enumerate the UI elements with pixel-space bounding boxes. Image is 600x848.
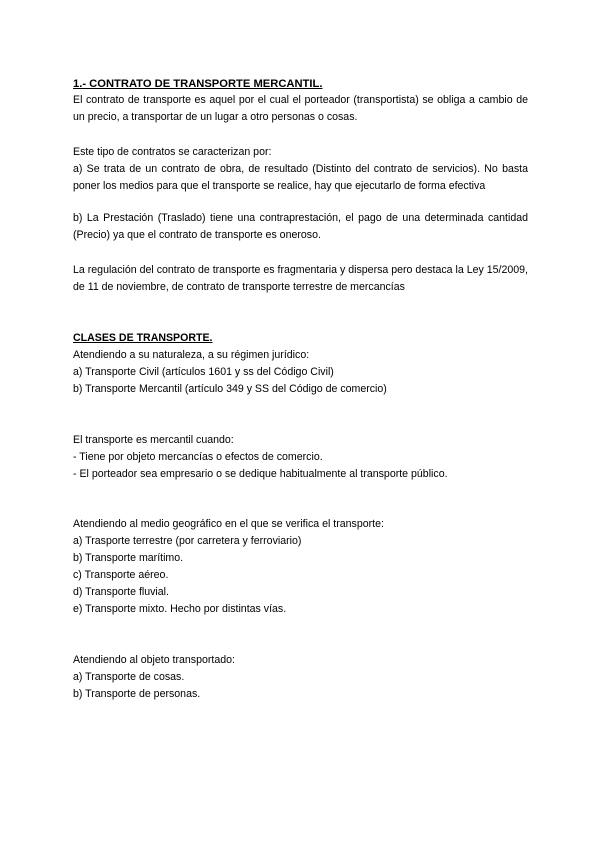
feature-a: a) Se trata de un contrato de obra, de resultado (Distinto del contrato de servicios). No basta poner los medios para que el transporte se realice, hay que ejecutarlo de forma efectiva xyxy=(73,163,528,192)
nature-intro: Atendiendo a su naturaleza, a su régimen jurídico: xyxy=(73,349,310,361)
geo-item: b) Transporte marítimo. xyxy=(73,552,184,564)
definition-paragraph: El contrato de transporte es aquel por el cual el porteador (transportista) se obliga a cambio de un precio, a transportar de un lugar a otro personas o cosas. xyxy=(73,94,528,123)
section-title-clases: CLASES DE TRANSPORTE. xyxy=(73,332,213,344)
geo-intro: Atendiendo al medio geográfico en el que se verifica el transporte: xyxy=(73,518,384,530)
mercantile-item: - Tiene por objeto mercancías o efectos de comercio. xyxy=(73,451,323,463)
nature-item: b) Transporte Mercantil (artículo 349 y SS del Código de comercio) xyxy=(73,383,387,395)
feature-b: b) La Prestación (Traslado) tiene una contraprestación, el pago de una determinada cantidad (Precio) ya que el contrato de transporte es oneroso. xyxy=(73,212,528,241)
geo-item: e) Transporte mixto. Hecho por distintas vías. xyxy=(73,603,287,615)
mercantile-item: - El porteador sea empresario o se dedique habitualmente al transporte público. xyxy=(73,468,448,480)
geo-item: a) Trasporte terrestre (por carretera y ferroviario) xyxy=(73,535,302,547)
mercantile-intro: El transporte es mercantil cuando: xyxy=(73,434,234,446)
object-item: b) Transporte de personas. xyxy=(73,688,201,700)
object-intro: Atendiendo al objeto transportado: xyxy=(73,654,235,666)
nature-item: a) Transporte Civil (artículos 1601 y ss del Código Civil) xyxy=(73,366,334,378)
section-title-contrato: 1.- CONTRATO DE TRANSPORTE MERCANTIL. xyxy=(73,78,323,90)
geo-item: d) Transporte fluvial. xyxy=(73,586,169,598)
object-item: a) Transporte de cosas. xyxy=(73,671,185,683)
regulation-paragraph: La regulación del contrato de transporte es fragmentaria y dispersa pero destaca la Ley 15/2009, de 11 de noviembre, de contrato de transporte terrestre de mercancías xyxy=(73,264,528,293)
features-intro: Este tipo de contratos se caracterizan por: xyxy=(73,146,272,158)
geo-item: c) Transporte aéreo. xyxy=(73,569,169,581)
